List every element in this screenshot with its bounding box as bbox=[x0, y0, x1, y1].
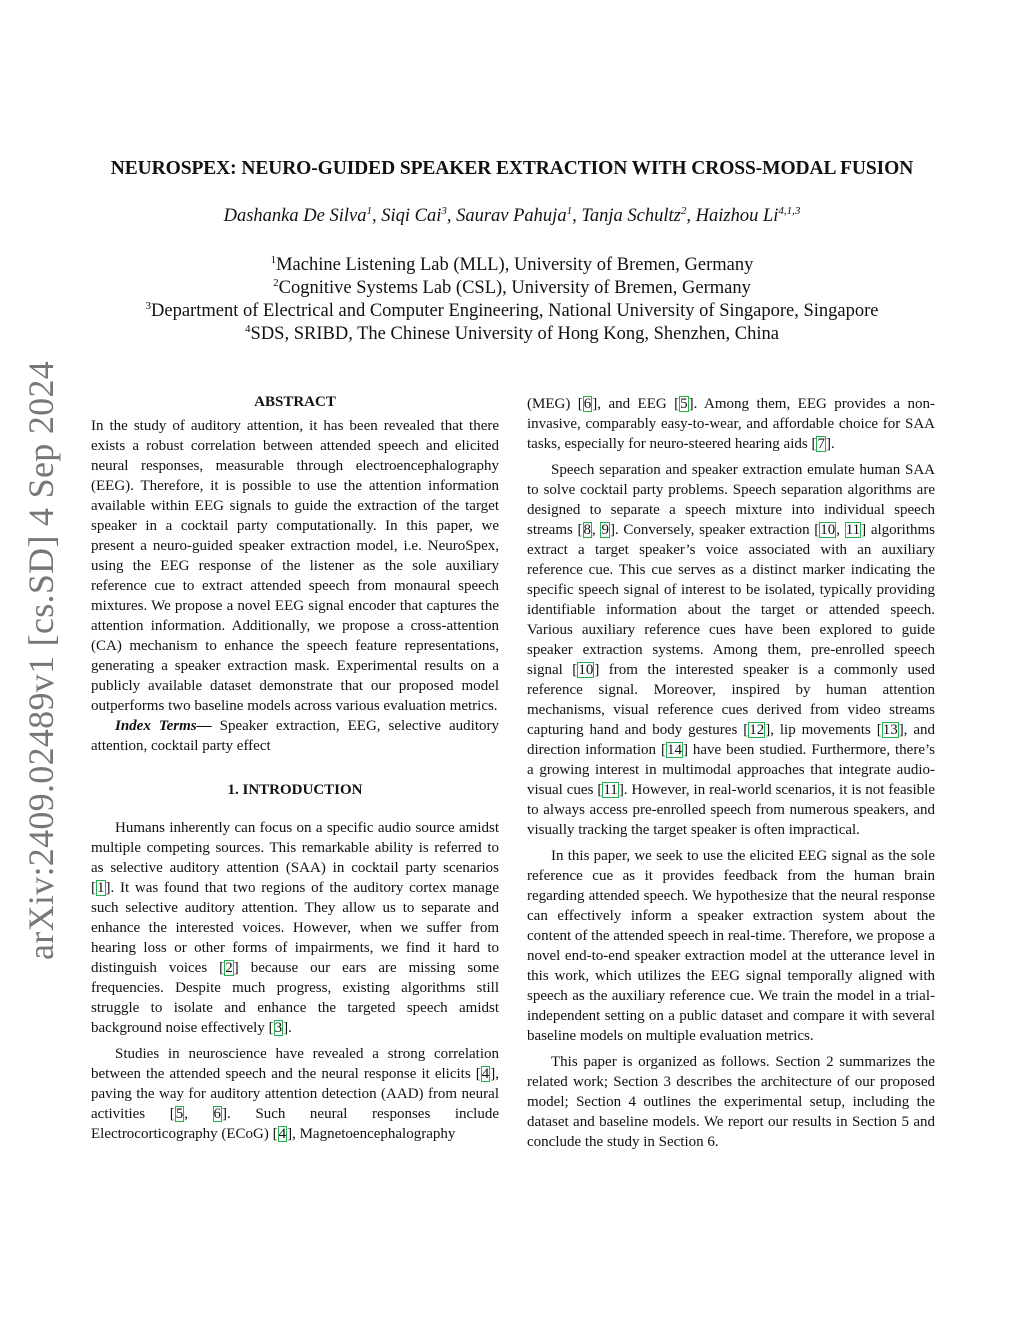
author-affiliation-mark: 2 bbox=[680, 205, 687, 217]
index-terms-label: Index Terms— bbox=[115, 718, 212, 734]
affiliation-text: Cognitive Systems Lab (CSL), University of Bremen, Germany bbox=[278, 278, 751, 298]
paragraph-text: In this paper, we seek to use the elicited EEG signal as the sole reference cue as it provides feedback from the human brain regarding attended speech. We hypothesize that the neural response can effectively inform a speaker extraction system about the content of the attended speech in real-time. Therefore, we propose a novel end-to-end speaker extraction model at the utterance level in this work, which utilizes the EEG signal temporally aligned with speech as the auxiliary reference cue. We train the model in a trial-independent setting on a public dataset and compare it with several baseline models on multiple evaluation metrics. bbox=[527, 848, 935, 1044]
paragraph-text: ] from the interested speaker is a commonly used reference signal. Moreover, inspired by human attention mechanisms, visual reference cues derived from video streams capturing hand and body gestures [ bbox=[527, 662, 935, 738]
body-paragraph bbox=[527, 394, 935, 454]
paragraph-text: ] algorithms extract a target speaker’s voice associated with an auxiliary reference cue. This cue serves as a distinct marker indicating the specific speech signal of interest to be isolated, typically providing identifiable information about the target or attended speech. Various auxiliary reference cues have been explored to guide speaker extraction systems. Among them, pre-enrolled speech signal [ bbox=[527, 522, 936, 678]
paragraph-text: ], lip movements [ bbox=[765, 722, 882, 738]
author-name: Tanja Schultz bbox=[581, 206, 681, 226]
citation-link[interactable]: 6 bbox=[583, 396, 592, 412]
body-paragraph bbox=[527, 1052, 935, 1152]
paragraph-text: ] have been studied. Furthermore, there’s a growing interest in multimodal approaches that integrate audio-visual cues [ bbox=[527, 742, 935, 798]
body-paragraph bbox=[91, 1044, 499, 1144]
affiliation-line bbox=[0, 277, 1024, 300]
citation-link[interactable]: 10 bbox=[578, 662, 594, 678]
author-name: Siqi Cai bbox=[381, 206, 442, 226]
citation-link[interactable]: 13 bbox=[882, 722, 898, 738]
introduction-heading: 1. INTRODUCTION bbox=[227, 782, 363, 798]
affiliation-list bbox=[0, 254, 1024, 346]
paragraph-text: ] because our ears are missing some frequencies. Despite much progress, existing algorithms still struggle to isolate and enhance the targeted speech amidst background noise effectively [ bbox=[91, 960, 499, 1036]
affiliation-number: 4 bbox=[245, 323, 251, 335]
author-affiliation-mark: 4,1,3 bbox=[778, 205, 801, 217]
citation-link[interactable]: 12 bbox=[749, 722, 765, 738]
paragraph-text: ], and direction information [ bbox=[527, 722, 936, 758]
citation-link[interactable]: 6 bbox=[213, 1106, 222, 1122]
paragraph-text: ]. However, in real-world scenarios, it is not feasible to always access pre-enrolled speech from numerous speakers, and visually tracking the target speaker is often impractical. bbox=[527, 782, 936, 838]
citation-link[interactable]: 4 bbox=[278, 1126, 287, 1142]
affiliation-line bbox=[0, 323, 1024, 346]
index-terms-text: Speaker extraction, EEG, selective auditory attention, cocktail party effect bbox=[91, 718, 499, 754]
paragraph-text: ]. bbox=[825, 436, 835, 452]
index-terms bbox=[91, 716, 499, 756]
right-column bbox=[527, 394, 935, 1152]
paragraph-text: This paper is organized as follows. Section 2 summarizes the related work; Section 3 describes the architecture of our proposed model; Section 4 outlines the experimental setup, including the dataset and baseline models. We report our results in Section 5 and conclude the study in Section 6. bbox=[527, 1054, 935, 1150]
citation-link[interactable]: 3 bbox=[274, 1020, 283, 1036]
paragraph-text: ], paving the way for auditory attention detection (AAD) from neural activities [ bbox=[91, 1066, 499, 1122]
author-affiliation-mark: 1 bbox=[566, 205, 573, 217]
author-name: Saurav Pahuja bbox=[456, 206, 567, 226]
paragraph-text: Humans inherently can focus on a specific audio source amidst multiple competing sources. This remarkable ability is referred to as selective auditory attention (SAA) in cocktail party scenarios [ bbox=[91, 820, 499, 896]
author-name: Dashanka De Silva bbox=[223, 206, 367, 226]
affiliation-text: SDS, SRIBD, The Chinese University of Hong Kong, Shenzhen, China bbox=[250, 324, 779, 344]
paragraph-text: Speech separation and speaker extraction emulate human SAA to solve cocktail party problems. Speech separation algorithms are designed to separate a speech mixture into individual speech streams [ bbox=[527, 462, 935, 538]
citation-link[interactable]: 5 bbox=[175, 1106, 184, 1122]
affiliation-line bbox=[0, 254, 1024, 277]
affiliation-number: 3 bbox=[145, 300, 152, 312]
paragraph-text: , bbox=[184, 1106, 213, 1122]
affiliation-number: 1 bbox=[270, 254, 277, 266]
affiliation-line bbox=[0, 300, 1024, 323]
affiliation-text: Department of Electrical and Computer Engineering, National University of Singapore, Singapore bbox=[151, 301, 879, 321]
paragraph-text: ]. Among them, EEG provides a non-invasive, comparably easy-to-wear, and affordable choice for SAA tasks, especially for neuro-steered hearing aids [ bbox=[527, 396, 935, 452]
body-paragraph bbox=[527, 846, 935, 1046]
citation-link[interactable]: 11 bbox=[603, 782, 618, 798]
abstract-heading: ABSTRACT bbox=[254, 394, 336, 410]
citation-link[interactable]: 1 bbox=[97, 880, 105, 896]
affiliation-text: Machine Listening Lab (MLL), University of Bremen, Germany bbox=[276, 255, 754, 275]
author-affiliation-mark: 3 bbox=[441, 205, 447, 217]
paragraph-text: Studies in neuroscience have revealed a strong correlation between the attended speech and the neural response it elicits [ bbox=[91, 1046, 499, 1082]
paragraph-text: , bbox=[592, 522, 601, 538]
arxiv-identifier: arXiv:2409.02489v1 [cs.SD] 4 Sep 2024 bbox=[21, 360, 61, 960]
citation-link[interactable]: 11 bbox=[845, 522, 861, 538]
paragraph-text: ]. Conversely, speaker extraction [ bbox=[609, 522, 820, 538]
abstract-text: In the study of auditory attention, it has been revealed that there exists a robust correlation between attended speech and elicited neural responses, measurable through electroencephalography (EEG). Therefore, it is possible to use the attention information available within EEG signals to guide the extraction of the target speaker in a cocktail party computationally. In this paper, we present a neuro-guided speaker extraction model, i.e. NeuroSpex, using the EEG response of the listener as the sole auxiliary reference cue to extract attended speech from monaural speech mixtures. We propose a novel EEG signal encoder that captures the attention information. Additionally, we propose a cross-attention (CA) mechanism to enhance the speech feature representations, generating a speaker extraction mask. Experimental results on a publicly available dataset demonstrate that our proposed model outperforms two baseline models across various evaluation metrics. bbox=[91, 418, 499, 714]
paragraph-text: ], Magnetoencephalography bbox=[287, 1126, 456, 1142]
paragraph-text: ]. It was found that two regions of the auditory cortex manage such selective auditory attention. They allow us to separate and enhance the interested voices. However, when we suffer from hearing loss or other forms of impairments, we find it hard to distinguish voices [ bbox=[91, 880, 499, 976]
paragraph-text: , bbox=[836, 522, 845, 538]
paragraph-text: (MEG) [ bbox=[527, 396, 583, 412]
paragraph-text: ]. Such neural responses include Electrocorticography (ECoG) [ bbox=[91, 1106, 500, 1142]
author-affiliation-mark: 1 bbox=[366, 205, 372, 217]
body-paragraph bbox=[527, 460, 935, 840]
citation-link[interactable]: 7 bbox=[817, 436, 825, 452]
citation-link[interactable]: 2 bbox=[225, 960, 233, 976]
paragraph-text: ], and EEG [ bbox=[592, 396, 680, 412]
affiliation-number: 2 bbox=[273, 277, 279, 289]
citation-link[interactable]: 5 bbox=[680, 396, 688, 412]
intro-right-paragraphs bbox=[527, 394, 935, 1152]
body-paragraph bbox=[91, 818, 499, 1038]
citation-link[interactable]: 4 bbox=[481, 1066, 490, 1082]
author-name: Haizhou Li bbox=[695, 206, 779, 226]
paper-title: NEUROSPEX: NEURO-GUIDED SPEAKER EXTRACTION WITH CROSS-MODAL FUSION bbox=[110, 158, 914, 179]
paragraph-text: ]. bbox=[283, 1020, 292, 1036]
intro-left-paragraphs bbox=[91, 818, 499, 1144]
author-list: Dashanka De Silva$^1$, Siqi Cai$^3$, Saurav Pahuja$^1$, Tanja Schultz$^2$, Haizhou Li$^{4,1,3}$ bbox=[223, 205, 801, 226]
citation-link[interactable]: 10 bbox=[820, 522, 836, 538]
citation-link[interactable]: 14 bbox=[666, 742, 682, 758]
citation-link[interactable]: 8 bbox=[583, 522, 591, 538]
left-column bbox=[91, 392, 499, 1144]
citation-link[interactable]: 9 bbox=[601, 522, 609, 538]
